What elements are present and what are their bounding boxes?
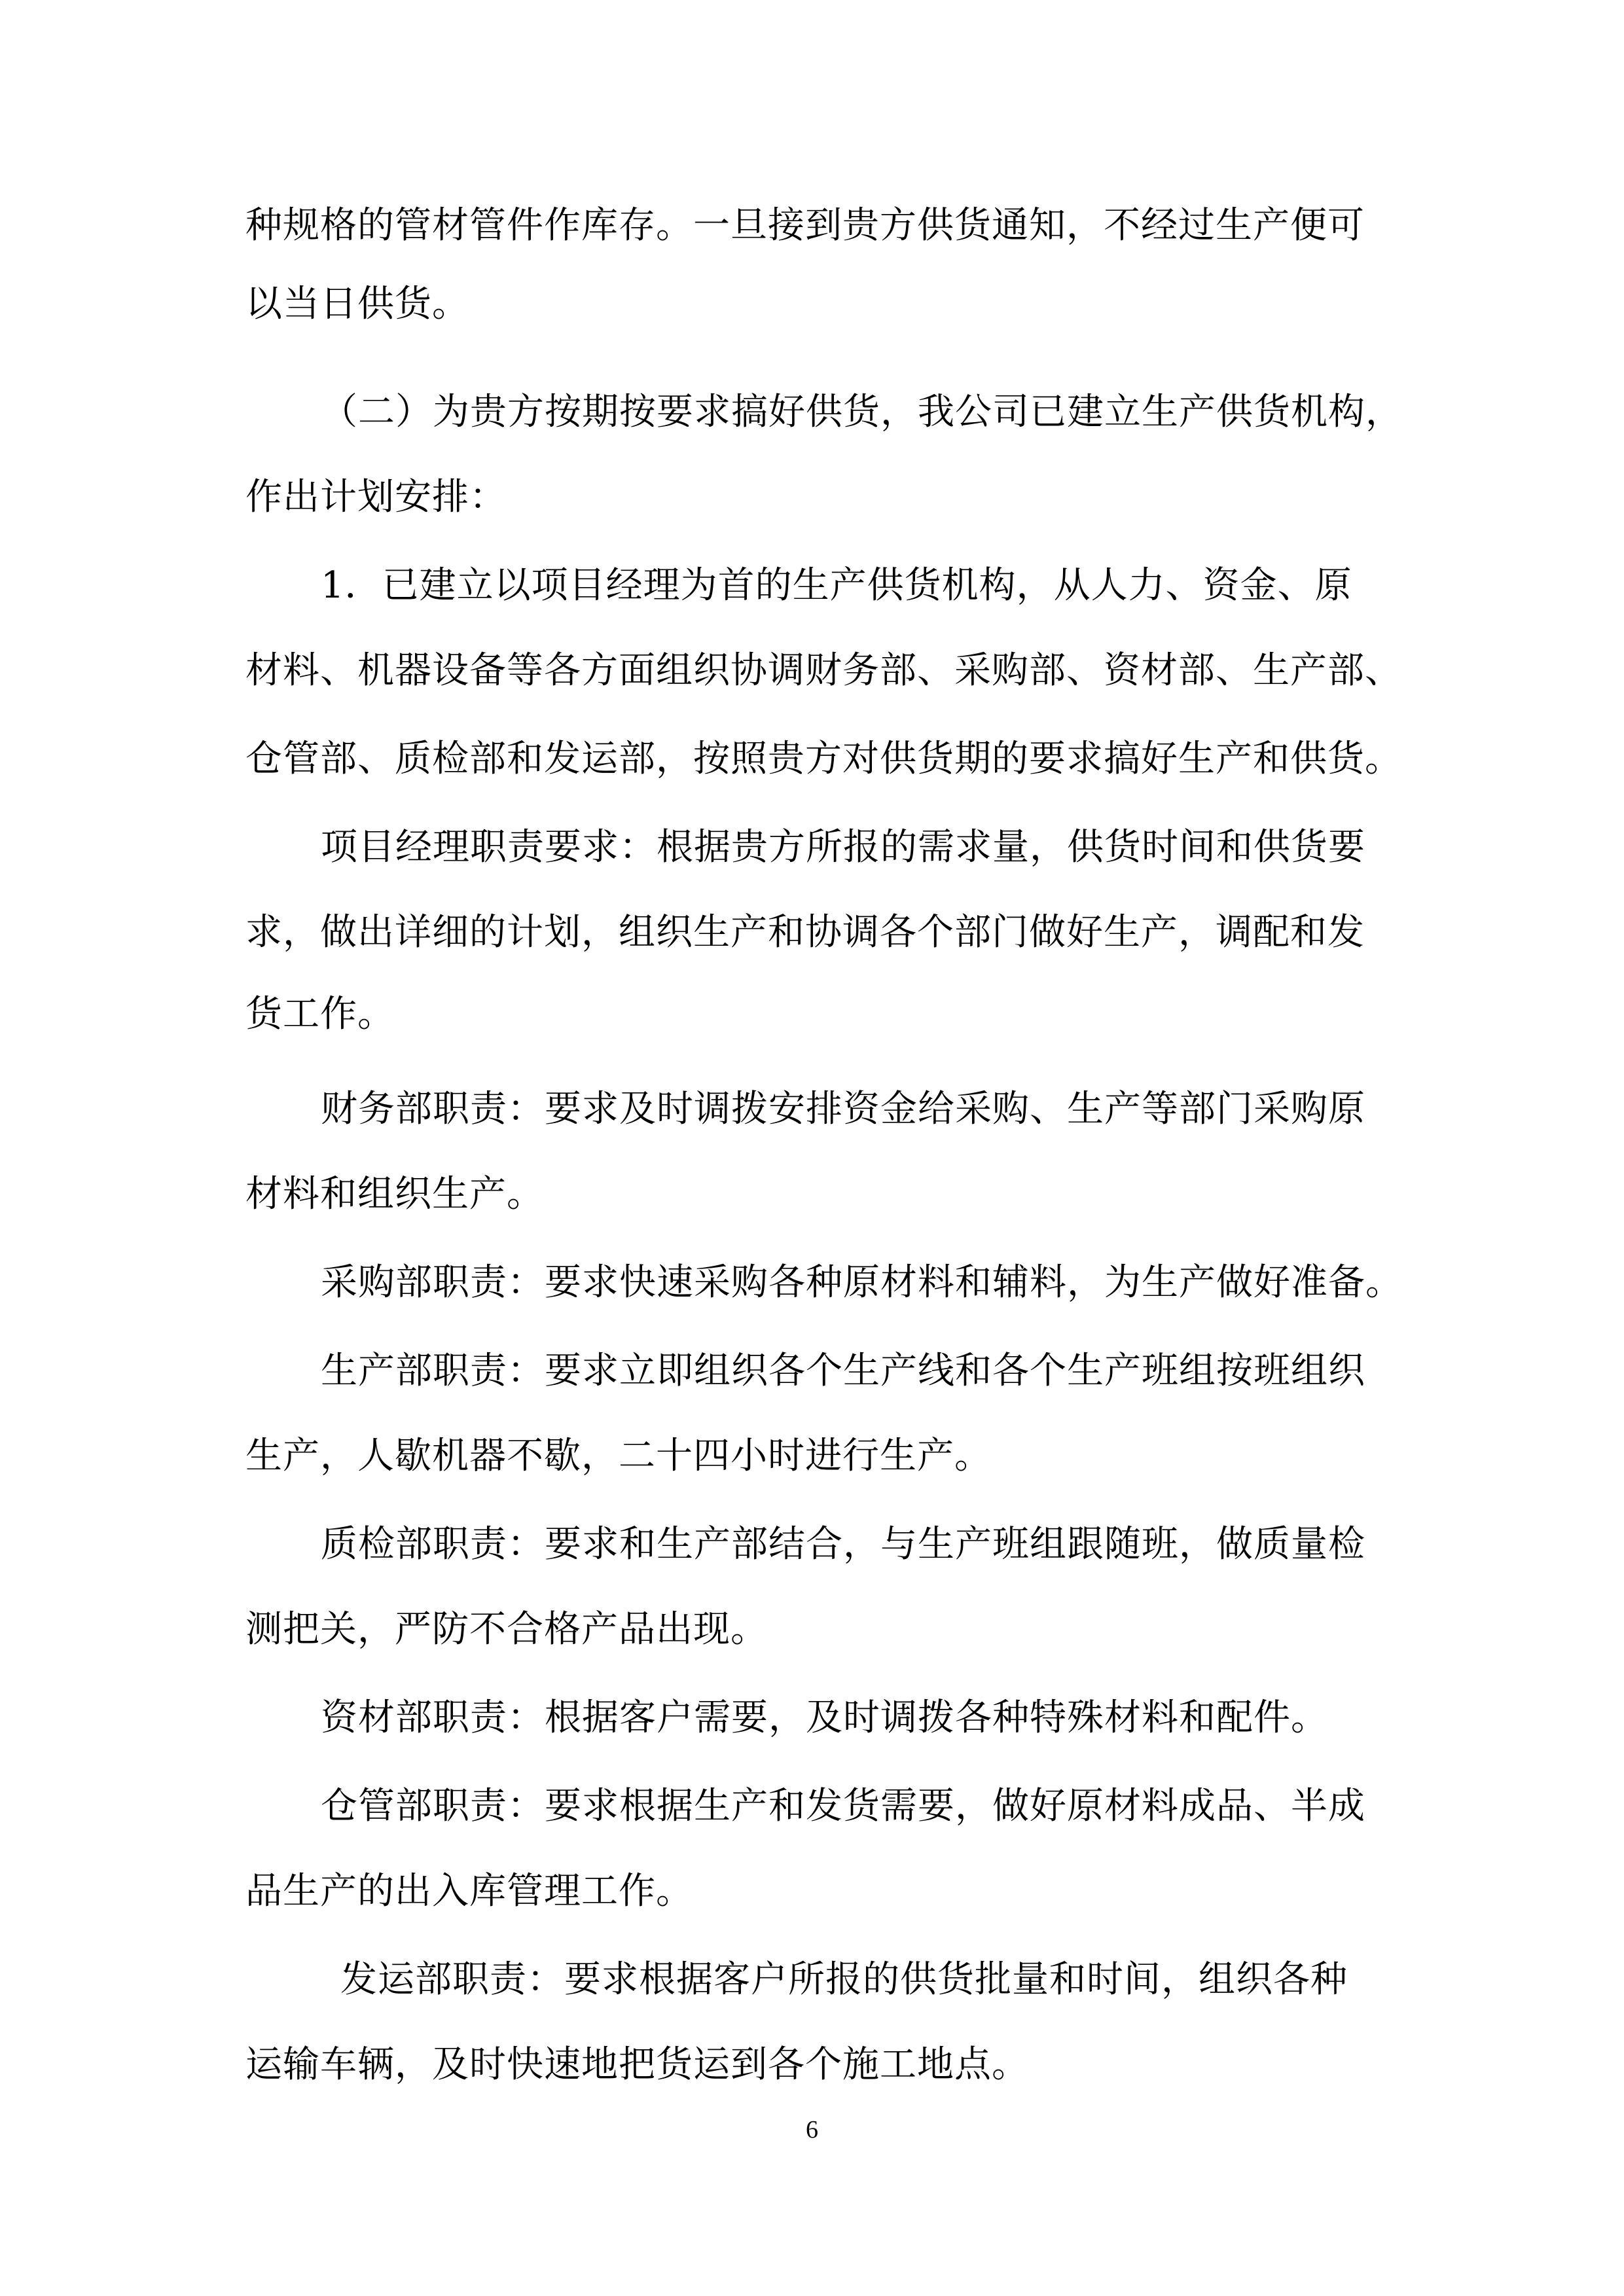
paragraph-line: 质检部职责：要求和生产部结合，与生产班组跟随班，做质量检 [321, 1523, 1365, 1566]
paragraph-line: 材料、机器设备等各方面组织协调财务部、采购部、资材部、生产部、 [245, 649, 1402, 692]
paragraph-line: 生产部职责：要求立即组织各个生产线和各个生产班组按班组织 [321, 1350, 1365, 1392]
paragraph-line: 以当日供货。 [245, 283, 469, 325]
paragraph-line: 1．已建立以项目经理为首的生产供货机构，从人力、资金、原 [321, 564, 1352, 607]
paragraph-line: 生产，人歇机器不歇，二十四小时进行生产。 [245, 1435, 992, 1477]
page-number: 6 [806, 2116, 818, 2144]
paragraph-line: 发运部职责：要求根据客户所报的供货批量和时间，组织各种 [340, 1958, 1348, 2001]
paragraph-line: 仓管部职责：要求根据生产和发货需要，做好原材料成品、半成 [321, 1785, 1365, 1827]
paragraph-line: 运输车辆，及时快速地把货运到各个施工地点。 [245, 2043, 1029, 2086]
paragraph-line: 货工作。 [245, 993, 395, 1035]
paragraph-line: 测把关，严防不合格产品出现。 [245, 1608, 768, 1651]
paragraph-line: 求，做出详细的计划，组织生产和协调各个部门做好生产，调配和发 [245, 911, 1365, 954]
paragraph-line: 种规格的管材管件作库存。一旦接到贵方供货通知，不经过生产便可 [245, 204, 1365, 247]
paragraph-line: 品生产的出入库管理工作。 [245, 1870, 693, 1912]
paragraph-line: 材料和组织生产。 [245, 1173, 544, 1215]
paragraph-line: 财务部职责：要求及时调拨安排资金给采购、生产等部门采购原 [321, 1088, 1365, 1130]
paragraph-line: 采购部职责：要求快速采购各种原材料和辅料，为生产做好准备。 [321, 1261, 1403, 1304]
paragraph-line: 项目经理职责要求：根据贵方所报的需求量，供货时间和供货要 [321, 826, 1365, 869]
paragraph-line: 作出计划安排： [245, 476, 507, 518]
paragraph-line: 资材部职责：根据客户需要，及时调拨各种特殊材料和配件。 [321, 1696, 1328, 1739]
paragraph-line: （二）为贵方按期按要求搞好供货，我公司已建立生产供货机构， [321, 391, 1403, 433]
paragraph-line: 仓管部、质检部和发运部，按照贵方对供货期的要求搞好生产和供货。 [245, 738, 1402, 780]
